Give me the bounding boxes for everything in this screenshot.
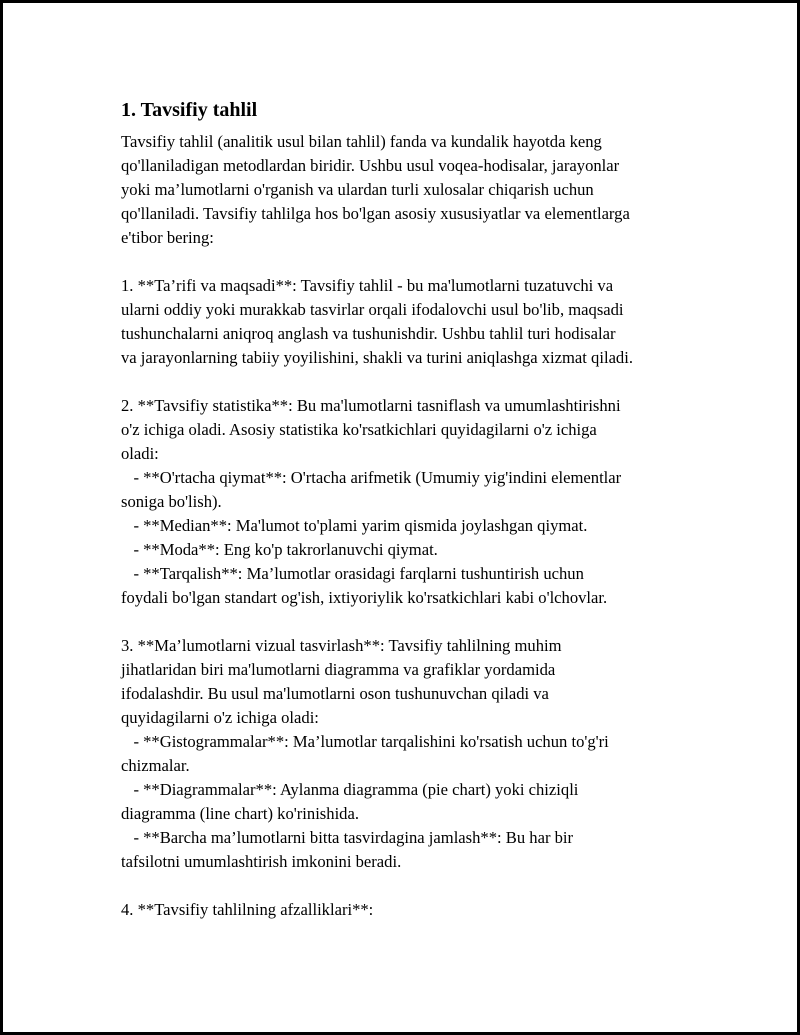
text-line: soniga bo'lish).: [121, 492, 222, 511]
paragraph-spacer: [121, 370, 701, 394]
section-3-paragraph: [121, 634, 701, 874]
text-line: jihatlaridan biri ma'lumotlarni diagramma va grafiklar yordamida: [121, 660, 556, 679]
bullet-line: - **Gistogrammalar**: Ma’lumotlar tarqalishini ko'rsatish uchun to'g'ri: [121, 732, 609, 751]
text-line: qo'llaniladigan metodlardan biridir. Ushbu usul voqea-hodisalar, jarayonlar: [121, 156, 620, 175]
text-line: oladi:: [121, 444, 159, 463]
text-line: Tavsifiy tahlil (analitik usul bilan tahlil) fanda va kundalik hayotda keng: [121, 132, 602, 151]
text-line: ularni oddiy yoki murakkab tasvirlar orqali ifodalovchi usul bo'lib, maqsadi: [121, 300, 624, 319]
text-line: 4. **Tavsifiy tahlilning afzalliklari**:: [121, 900, 374, 919]
text-line: o'z ichiga oladi. Asosiy statistika ko'rsatkichlari quyidagilarni o'z ichiga: [121, 420, 597, 439]
bullet-line: - **Diagrammalar**: Aylanma diagramma (pie chart) yoki chiziqli: [121, 780, 579, 799]
text-line: qo'llaniladi. Tavsifiy tahlilga hos bo'lgan asosiy xususiyatlar va elementlarga: [121, 204, 630, 223]
text-line: e'tibor bering:: [121, 228, 214, 247]
text-line: diagramma (line chart) ko'rinishida.: [121, 804, 359, 823]
text-line: tushunchalarni aniqroq anglash va tushunishdir. Ushbu tahlil turi hodisalar: [121, 324, 616, 343]
section-4-paragraph: [121, 898, 701, 922]
document-body: [121, 98, 701, 922]
text-line: yoki ma’lumotlarni o'rganish va ulardan turli xulosalar chiqarish uchun: [121, 180, 594, 199]
text-line: ifodalashdir. Bu usul ma'lumotlarni oson tushunuvchan qiladi va: [121, 684, 549, 703]
text-line: va jarayonlarning tabiiy yoyilishini, shakli va turini aniqlashga xizmat qiladi.: [121, 348, 633, 367]
text-line: 2. **Tavsifiy statistika**: Bu ma'lumotlarni tasniflash va umumlashtirishni: [121, 396, 621, 415]
section-2-paragraph: [121, 394, 701, 610]
paragraph-spacer: [121, 874, 701, 898]
page-title: 1. Tavsifiy tahlil: [121, 99, 258, 121]
bullet-line: - **Tarqalish**: Ma’lumotlar orasidagi farqlarni tushuntirish uchun: [121, 564, 584, 583]
text-line: quyidagilarni o'z ichiga oladi:: [121, 708, 319, 727]
bullet-line: - **Barcha ma’lumotlarni bitta tasvirdagina jamlash**: Bu har bir: [121, 828, 574, 847]
paragraph-spacer: [121, 250, 701, 274]
paragraph-spacer: [121, 610, 701, 634]
text-line: chizmalar.: [121, 756, 190, 775]
text-line: foydali bo'lgan standart og'ish, ixtiyoriylik ko'rsatkichlari kabi o'lchovlar.: [121, 588, 608, 607]
bullet-line: - **Median**: Ma'lumot to'plami yarim qismida joylashgan qiymat.: [121, 516, 588, 535]
intro-paragraph: [121, 130, 701, 250]
section-1-paragraph: [121, 274, 701, 370]
text-line: tafsilotni umumlashtirish imkonini beradi.: [121, 852, 402, 871]
bullet-line: - **O'rtacha qiymat**: O'rtacha arifmetik (Umumiy yig'indini elementlar: [121, 468, 622, 487]
bullet-line: - **Moda**: Eng ko'p takrorlanuvchi qiymat.: [121, 540, 438, 559]
text-line: 1. **Ta’rifi va maqsadi**: Tavsifiy tahlil - bu ma'lumotlarni tuzatuvchi va: [121, 276, 614, 295]
text-line: 3. **Ma’lumotlarni vizual tasvirlash**: Tavsifiy tahlilning muhim: [121, 636, 562, 655]
